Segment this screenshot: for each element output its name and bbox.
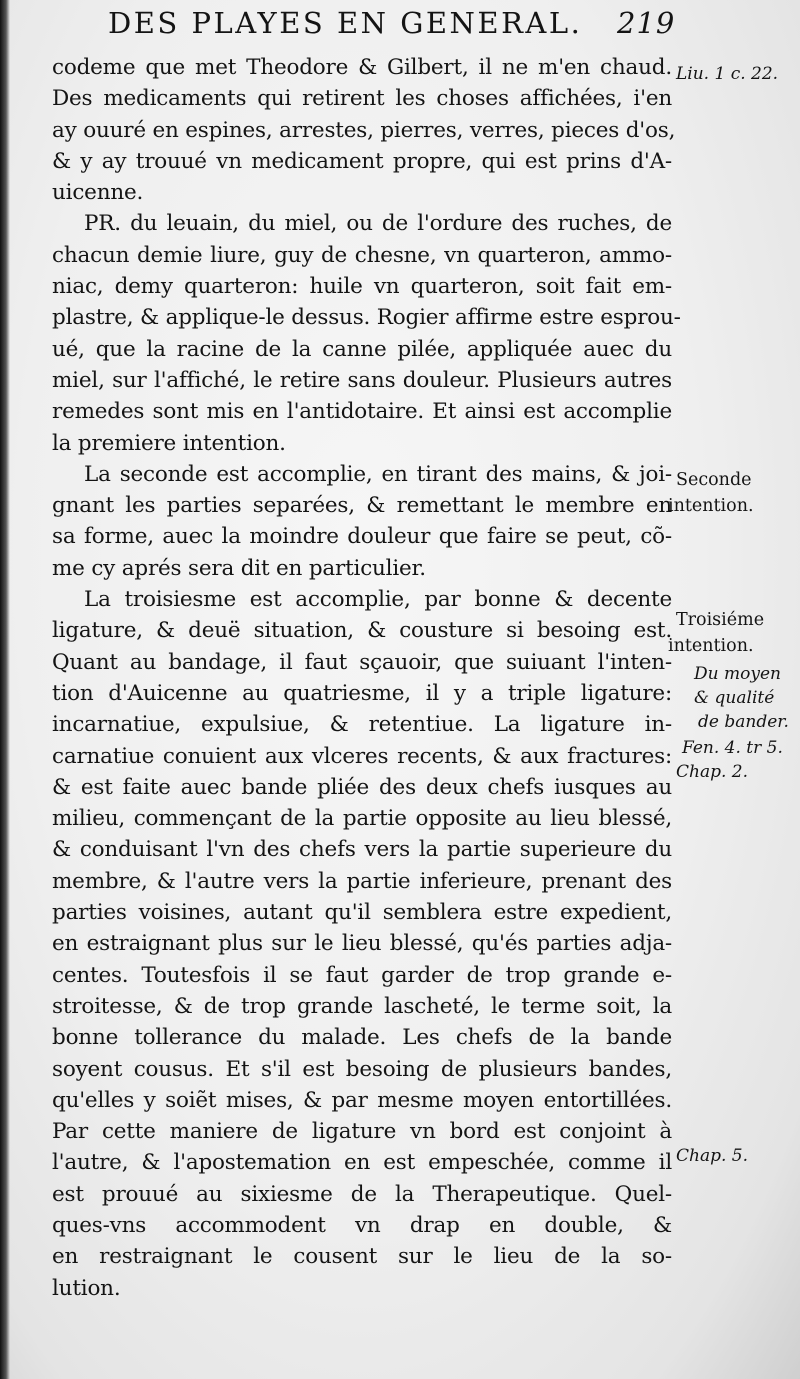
text-line: me cy aprés sera dit en particulier. xyxy=(52,555,426,581)
text-line: ué, que la racine de la canne pilée, appliquée auec du xyxy=(52,336,672,362)
margin-note-seconde: Seconde xyxy=(676,470,752,490)
margin-note-moyen: Du moyen xyxy=(694,664,781,684)
text-line: parties voisines, autant qu'il semblera estre expedient, xyxy=(52,900,672,926)
text-line: est prouué au sixiesme de la Therapeutique. Quel- xyxy=(52,1181,672,1207)
text-line: La troisiesme est accomplie, par bonne & decente xyxy=(84,587,672,613)
text-line: & conduisant l'vn des chefs vers la partie superieure du xyxy=(52,837,672,863)
text-line: milieu, commençant de la partie opposite au lieu blessé, xyxy=(52,806,672,832)
margin-note-chap-2: Chap. 2. xyxy=(676,762,749,782)
text-line: tion d'Auicenne au quatriesme, il y a triple ligature: xyxy=(52,680,672,706)
text-line: gnant les parties separées, & remettant le membre en xyxy=(52,493,672,519)
text-line: Quant au bandage, il faut sçauoir, que suiuant l'inten- xyxy=(52,649,672,675)
text-line: la premiere intention. xyxy=(52,430,286,456)
text-line: PR. du leuain, du miel, ou de l'ordure des ruches, de xyxy=(84,211,672,237)
text-line: qu'elles y soiẽt mises, & par mesme moyen entortillées. xyxy=(52,1087,672,1113)
text-line: Des medicaments qui retirent les choses affichées, i'en xyxy=(52,86,672,112)
margin-note-seconde-intention: intention. xyxy=(668,496,754,516)
text-line: ligature, & deuë situation, & cousture si besoing est. xyxy=(52,618,672,644)
page-number: 219 xyxy=(617,6,676,40)
page-gutter-shadow xyxy=(0,0,10,1379)
text-line: l'autre, & l'apostemation en est empeschée, comme il xyxy=(52,1150,672,1176)
margin-note-liu: Liu. 1 c. 22. xyxy=(676,64,779,84)
text-line: chacun demie liure, guy de chesne, vn quarteron, ammo- xyxy=(52,242,672,268)
margin-note-qualite: & qualité xyxy=(694,688,775,708)
page-header xyxy=(0,0,800,52)
text-line: codeme que met Theodore & Gilbert, il ne m'en chaud. xyxy=(52,55,672,80)
text-line: membre, & l'autre vers la partie inferieure, prenant des xyxy=(52,868,672,894)
margin-note-fen: Fen. 4. tr 5. xyxy=(682,738,783,758)
text-line: stroitesse, & de trop grande lascheté, le terme soit, la xyxy=(52,993,672,1019)
margin-note-troisieme: Troisiéme xyxy=(676,610,765,630)
margin-note-bander: de bander. xyxy=(698,712,789,732)
text-line: plastre, & applique-le dessus. Rogier affirme estre esprou- xyxy=(52,305,681,331)
text-line: & y ay trouué vn medicament propre, qui est prins d'A- xyxy=(52,148,672,174)
text-line: uicenne. xyxy=(52,180,144,206)
body-text xyxy=(52,52,681,1304)
text-line: en estraignant plus sur le lieu blessé, qu'és parties adja- xyxy=(52,931,672,957)
text-line: incarnatiue, expulsiue, & retentiue. La ligature in- xyxy=(52,712,672,738)
text-line: niac, demy quarteron: huile vn quarteron, soit fait em- xyxy=(52,274,672,300)
running-head: DES PLAYES EN GENERAL. xyxy=(108,6,583,40)
margin-note-troisieme-intention: intention. xyxy=(668,636,754,656)
margin-note-chap-5: Chap. 5. xyxy=(676,1146,749,1166)
text-line: centes. Toutesfois il se faut garder de trop grande e- xyxy=(52,962,672,988)
text-line: lution. xyxy=(52,1275,121,1301)
text-line: Par cette maniere de ligature vn bord est conjoint à xyxy=(52,1119,672,1145)
text-line: La seconde est accomplie, en tirant des mains, & joi- xyxy=(84,461,672,487)
text-line: ay ouuré en espines, arrestes, pierres, verres, pieces d'os, xyxy=(52,117,676,143)
text-line: sa forme, auec la moindre douleur que faire se peut, cõ- xyxy=(52,524,672,550)
text-line: carnatiue conuient aux vlceres recents, & aux fractures: xyxy=(52,743,672,769)
text-line: miel, sur l'affiché, le retire sans douleur. Plusieurs autres xyxy=(52,367,672,393)
text-line: soyent cousus. Et s'il est besoing de plusieurs bandes, xyxy=(52,1056,672,1082)
text-line: remedes sont mis en l'antidotaire. Et ainsi est accomplie xyxy=(52,399,672,425)
text-line: en restraignant le cousent sur le lieu de la so- xyxy=(52,1244,672,1270)
text-line: bonne tollerance du malade. Les chefs de la bande xyxy=(52,1025,672,1051)
text-line: ques-vns accommodent vn drap en double, & xyxy=(52,1212,672,1238)
text-line: & est faite auec bande pliée des deux chefs iusques au xyxy=(52,774,672,800)
